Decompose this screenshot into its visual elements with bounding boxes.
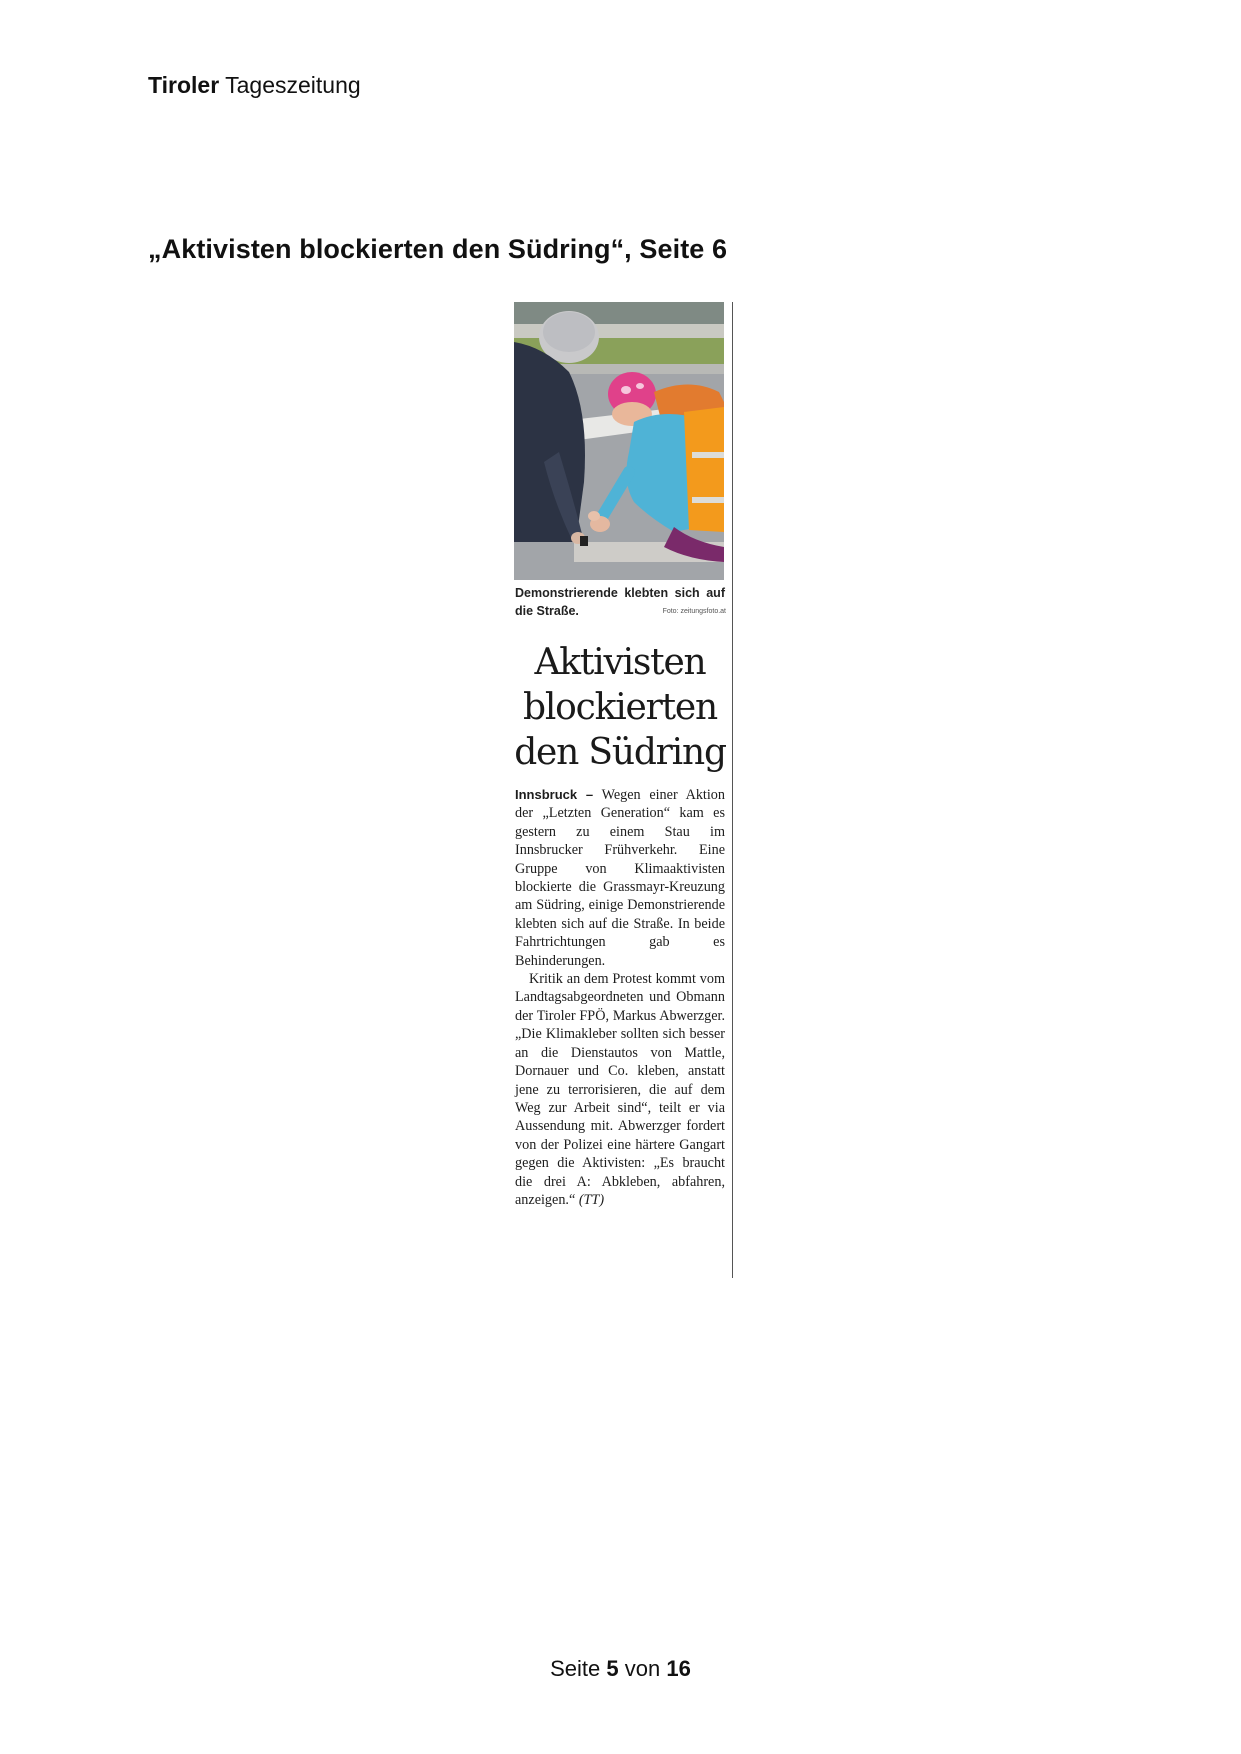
- current-page-number: 5: [606, 1656, 619, 1681]
- article-paragraph: [515, 786, 725, 970]
- headline-line: blockierten: [523, 687, 717, 728]
- protest-photo: [514, 302, 724, 580]
- total-pages-number: 16: [666, 1656, 691, 1681]
- brand-name-bold: Tiroler: [148, 72, 220, 98]
- column-rule: [732, 302, 733, 1278]
- clipping-title: „Aktivisten blockierten den Südring“, Seite 6: [148, 234, 728, 264]
- page-number: [0, 1656, 1241, 1682]
- paragraph-text: Wegen einer Aktion der „Letzten Generation“ kam es gestern zu einem Stau im Innsbrucker Frühverkehr. Eine Gruppe von Klimaaktivisten blockierte die Grassmayr-Kreuzung am Südring, einige Demonstrierende klebten sich auf die Straße. In beide Fahrtrichtungen gab es Behinderungen.: [515, 787, 725, 969]
- paragraph-text: Kritik an dem Protest kommt vom Landtagsabgeordneten und Obmann der Tiroler FPÖ, Markus Abwerzger. „Die Klimakleber sollten sich besser an die Dienstautos von Mattle, Dornauer und Co. kleben, anstatt jene zu terrorisieren, die auf dem Weg zur Arbeit sind“, teilt er via Aussendung mit. Abwerzger fordert von der Polizei eine härtere Gangart gegen die Aktivisten: „Es braucht die drei A: Abkleben, abfahren, anzeigen.“: [515, 971, 725, 1208]
- author-signature: (TT): [578, 1191, 605, 1208]
- article-paragraph: [515, 970, 725, 1209]
- page-separator: von: [624, 1656, 661, 1681]
- photo-caption: Demonstrierende klebten sich auf die Straße.: [515, 586, 725, 618]
- dateline: Innsbruck –: [515, 787, 594, 802]
- headline-line: Aktivisten: [534, 642, 706, 683]
- headline-line: den Südring: [514, 732, 726, 773]
- page-label: Seite: [550, 1656, 601, 1681]
- photo-credit: Foto: zeitungsfoto.at: [662, 608, 726, 615]
- brand-name-regular: Tageszeitung: [225, 72, 361, 98]
- article-body: [515, 786, 725, 1209]
- article-headline: [514, 640, 726, 775]
- newspaper-clipping: [514, 302, 736, 1280]
- newspaper-masthead: [148, 72, 361, 99]
